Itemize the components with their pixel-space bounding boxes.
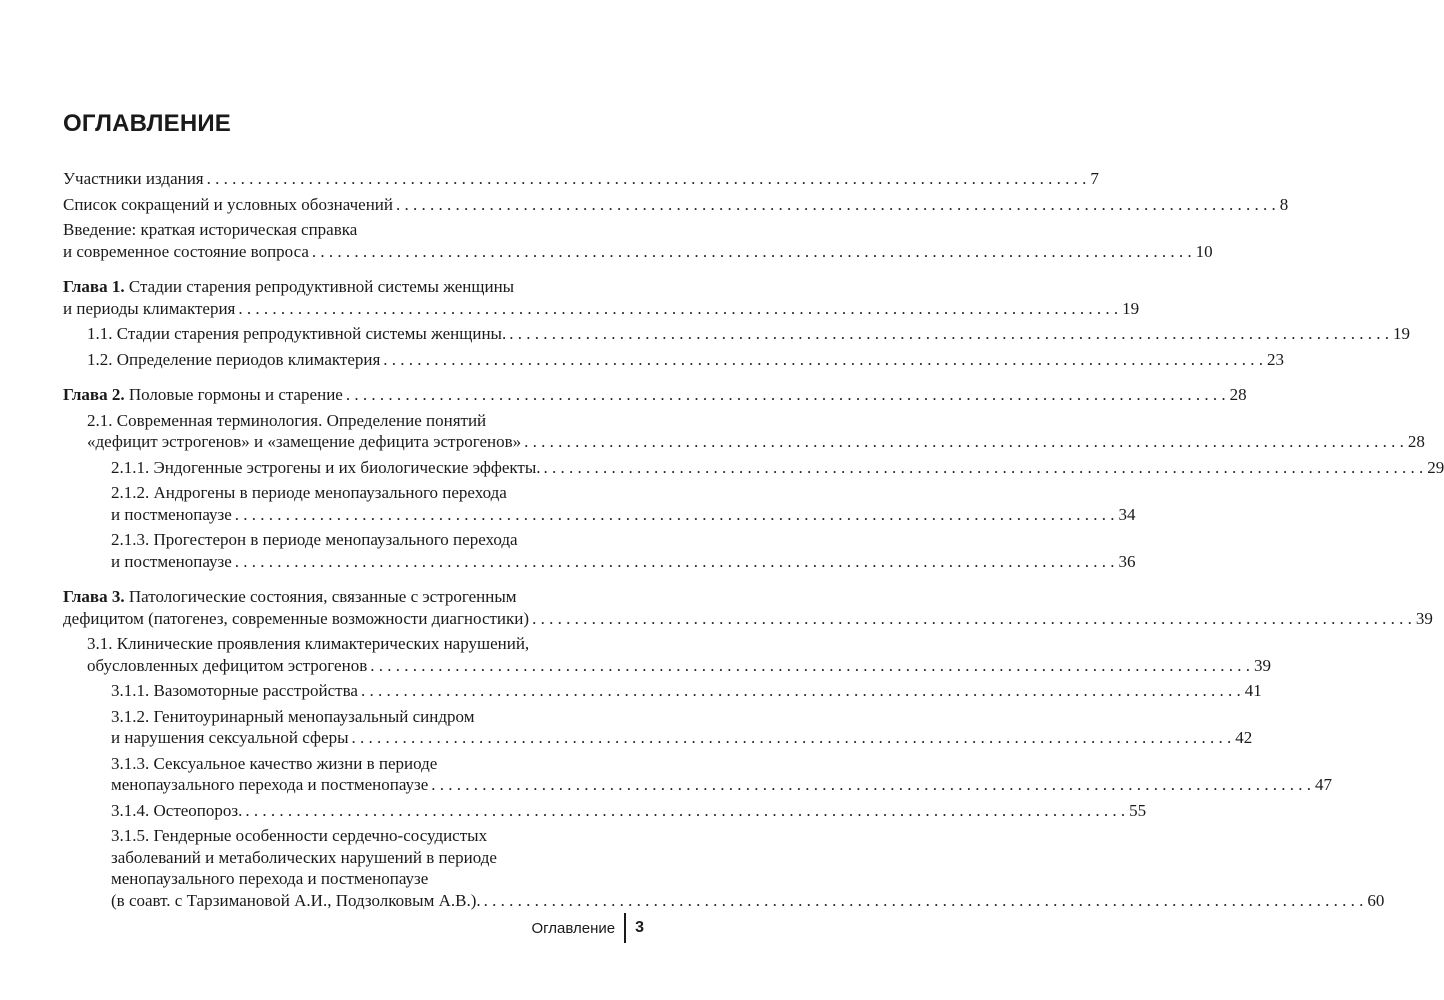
chapter-label: Глава 1. [63, 277, 125, 296]
toc-entry-title: (в соавт. с Тарзимановой А.И., Подзолковым А.В.). [111, 890, 481, 910]
toc-page-number: 19 [1122, 298, 1140, 318]
toc-entry-title: и периоды климактерия [63, 298, 236, 318]
toc-page-number: 23 [1267, 349, 1285, 369]
dot-leader [352, 728, 1232, 747]
toc-page-number: 29 [1427, 457, 1444, 477]
dot-leader [544, 458, 1424, 477]
toc-entry[interactable] [63, 168, 1099, 190]
toc-page-number: 28 [1407, 432, 1425, 451]
toc-entry-title: «дефицит эстрогенов» и «замещение дефицита эстрогенов» [87, 432, 522, 451]
toc-page-number: 28 [1229, 385, 1247, 404]
toc-entry-line [111, 727, 1253, 749]
toc-entry-title: 1.1. Стадии старения репродуктивной системы женщины. [87, 324, 507, 343]
toc-entry[interactable] [63, 323, 1410, 345]
toc-page-number: 47 [1315, 775, 1333, 794]
toc-entry-title: 1.2. Определение периодов климактерия [87, 349, 381, 369]
table-of-contents [63, 168, 1444, 915]
toc-entry-title: и постменопаузе [111, 504, 232, 524]
toc-entry-line [111, 706, 641, 728]
toc-entry-title: дефицитом (патогенез, современные возможности диагностики) [63, 608, 530, 628]
toc-entry-line [63, 241, 1213, 263]
toc-entry-line [63, 276, 641, 298]
toc-entry-line [87, 323, 1410, 345]
toc-entry-title: заболеваний и метаболических нарушений в периоде [111, 847, 497, 867]
toc-page-number: 34 [1118, 504, 1136, 524]
toc-entry-line [111, 800, 1147, 822]
toc-entry-line [63, 586, 641, 608]
toc-entry[interactable] [63, 825, 1385, 911]
toc-entry[interactable] [63, 586, 1433, 629]
toc-page-number: 60 [1367, 890, 1385, 910]
dot-leader [238, 299, 1118, 318]
toc-entry[interactable] [63, 276, 1140, 319]
toc-entry-line [111, 868, 641, 890]
toc-entry-line [63, 168, 1099, 190]
page-title: ОГЛАВЛЕНИЕ [63, 110, 232, 137]
footer-section-name: Оглавление [531, 919, 616, 937]
toc-page-number: 42 [1235, 728, 1253, 747]
toc-entry-line [111, 825, 641, 847]
toc-entry-title: Введение: краткая историческая справка [63, 220, 358, 239]
toc-entry-title: менопаузального перехода и постменопаузе [111, 869, 429, 888]
toc-page-number: 19 [1392, 324, 1410, 343]
toc-page-number: 8 [1279, 194, 1289, 214]
dot-leader [509, 324, 1389, 343]
toc-entry-line [111, 551, 1136, 573]
toc-entry-line [111, 847, 641, 869]
toc-entry-title: 3.1.3. Сексуальное качество жизни в периоде [111, 753, 438, 773]
dot-leader [383, 350, 1263, 369]
toc-entry-line [111, 890, 1385, 912]
toc-entry-line [87, 431, 1425, 453]
toc-entry[interactable] [63, 800, 1147, 822]
dot-leader [207, 169, 1087, 188]
toc-entry-line [111, 482, 641, 504]
toc-entry-title: и современное состояние вопроса [63, 241, 309, 261]
toc-entry-line [63, 219, 641, 241]
toc-entry-title: Стадии старения репродуктивной системы женщины [128, 277, 515, 296]
toc-entry-line [87, 410, 641, 432]
toc-entry-line [111, 680, 1262, 702]
toc-entry-title: обусловленных дефицитом эстрогенов [87, 655, 368, 675]
toc-entry-title: 2.1.1. Эндогенные эстрогены и их биологические эффекты. [111, 457, 541, 477]
toc-page-number: 39 [1415, 608, 1433, 628]
toc-entry[interactable] [63, 384, 1247, 406]
dot-leader [532, 609, 1412, 628]
toc-entry[interactable] [63, 349, 1285, 371]
dot-leader [235, 552, 1115, 571]
toc-page-number: 55 [1129, 800, 1147, 820]
toc-page-number: 36 [1118, 551, 1136, 571]
toc-entry-title: Патологические состояния, связанные с эстрогенным [128, 587, 517, 606]
toc-page-number: 7 [1090, 169, 1099, 188]
footer-divider [624, 913, 626, 943]
toc-entry-line [63, 608, 1433, 630]
toc-entry[interactable] [63, 680, 1262, 702]
toc-page-number: 41 [1244, 681, 1262, 700]
toc-entry-line [111, 774, 1333, 796]
toc-entry[interactable] [63, 633, 1271, 676]
toc-entry-title: 2.1.3. Прогестерон в периоде менопаузального перехода [111, 530, 518, 549]
toc-entry[interactable] [63, 194, 1289, 216]
toc-entry-title: 3.1.2. Генитоуринарный менопаузальный синдром [111, 706, 475, 726]
toc-entry-line [87, 633, 641, 655]
toc-page-number: 10 [1195, 241, 1213, 261]
toc-entry-title: менопаузального перехода и постменопаузе [111, 775, 429, 794]
toc-entry-title: и нарушения сексуальной сферы [111, 728, 349, 747]
footer-page-number: 3 [635, 919, 644, 936]
dot-leader [484, 891, 1364, 910]
page-footer [531, 914, 644, 942]
toc-entry-title: Половые гормоны и старение [128, 385, 343, 404]
toc-entry-line [87, 655, 1271, 677]
toc-entry[interactable] [63, 410, 1425, 453]
toc-entry-line [63, 384, 1247, 406]
dot-leader [245, 801, 1125, 820]
toc-entry-title: 2.1. Современная терминология. Определение понятий [87, 410, 487, 430]
toc-entry-title: 3.1. Клинические проявления климактерических нарушений, [87, 634, 530, 653]
toc-page-number: 39 [1253, 655, 1271, 675]
toc-entry-line [111, 529, 641, 551]
dot-leader [370, 656, 1250, 675]
toc-entry-line [87, 349, 1285, 371]
toc-entry-line [111, 457, 1444, 479]
toc-entry-title: Список сокращений и условных обозначений [63, 194, 394, 214]
toc-entry-title: 3.1.5. Гендерные особенности сердечно-сосудистых [111, 826, 488, 845]
chapter-label: Глава 3. [63, 587, 125, 606]
toc-entry[interactable] [63, 457, 1444, 479]
toc-entry-title: 3.1.4. Остеопороз. [111, 800, 243, 820]
toc-entry-line [63, 194, 1289, 216]
toc-entry-title: 2.1.2. Андрогены в периоде менопаузального перехода [111, 483, 507, 502]
dot-leader [431, 775, 1311, 794]
chapter-label: Глава 2. [63, 385, 125, 404]
dot-leader [396, 195, 1276, 214]
toc-entry[interactable] [63, 529, 1136, 572]
toc-entry[interactable] [63, 219, 1213, 262]
toc-entry[interactable] [63, 753, 1333, 796]
dot-leader [235, 505, 1115, 524]
toc-entry-title: и постменопаузе [111, 551, 232, 571]
dot-leader [524, 432, 1404, 451]
dot-leader [312, 242, 1192, 261]
toc-entry-title: Участники издания [63, 169, 204, 188]
toc-entry-line [63, 298, 1140, 320]
toc-entry-line [111, 753, 641, 775]
toc-entry-line [111, 504, 1136, 526]
toc-entry[interactable] [63, 482, 1136, 525]
dot-leader [361, 681, 1241, 700]
dot-leader [346, 385, 1226, 404]
toc-entry[interactable] [63, 706, 1253, 749]
toc-entry-title: 3.1.1. Вазомоторные расстройства [111, 681, 358, 700]
